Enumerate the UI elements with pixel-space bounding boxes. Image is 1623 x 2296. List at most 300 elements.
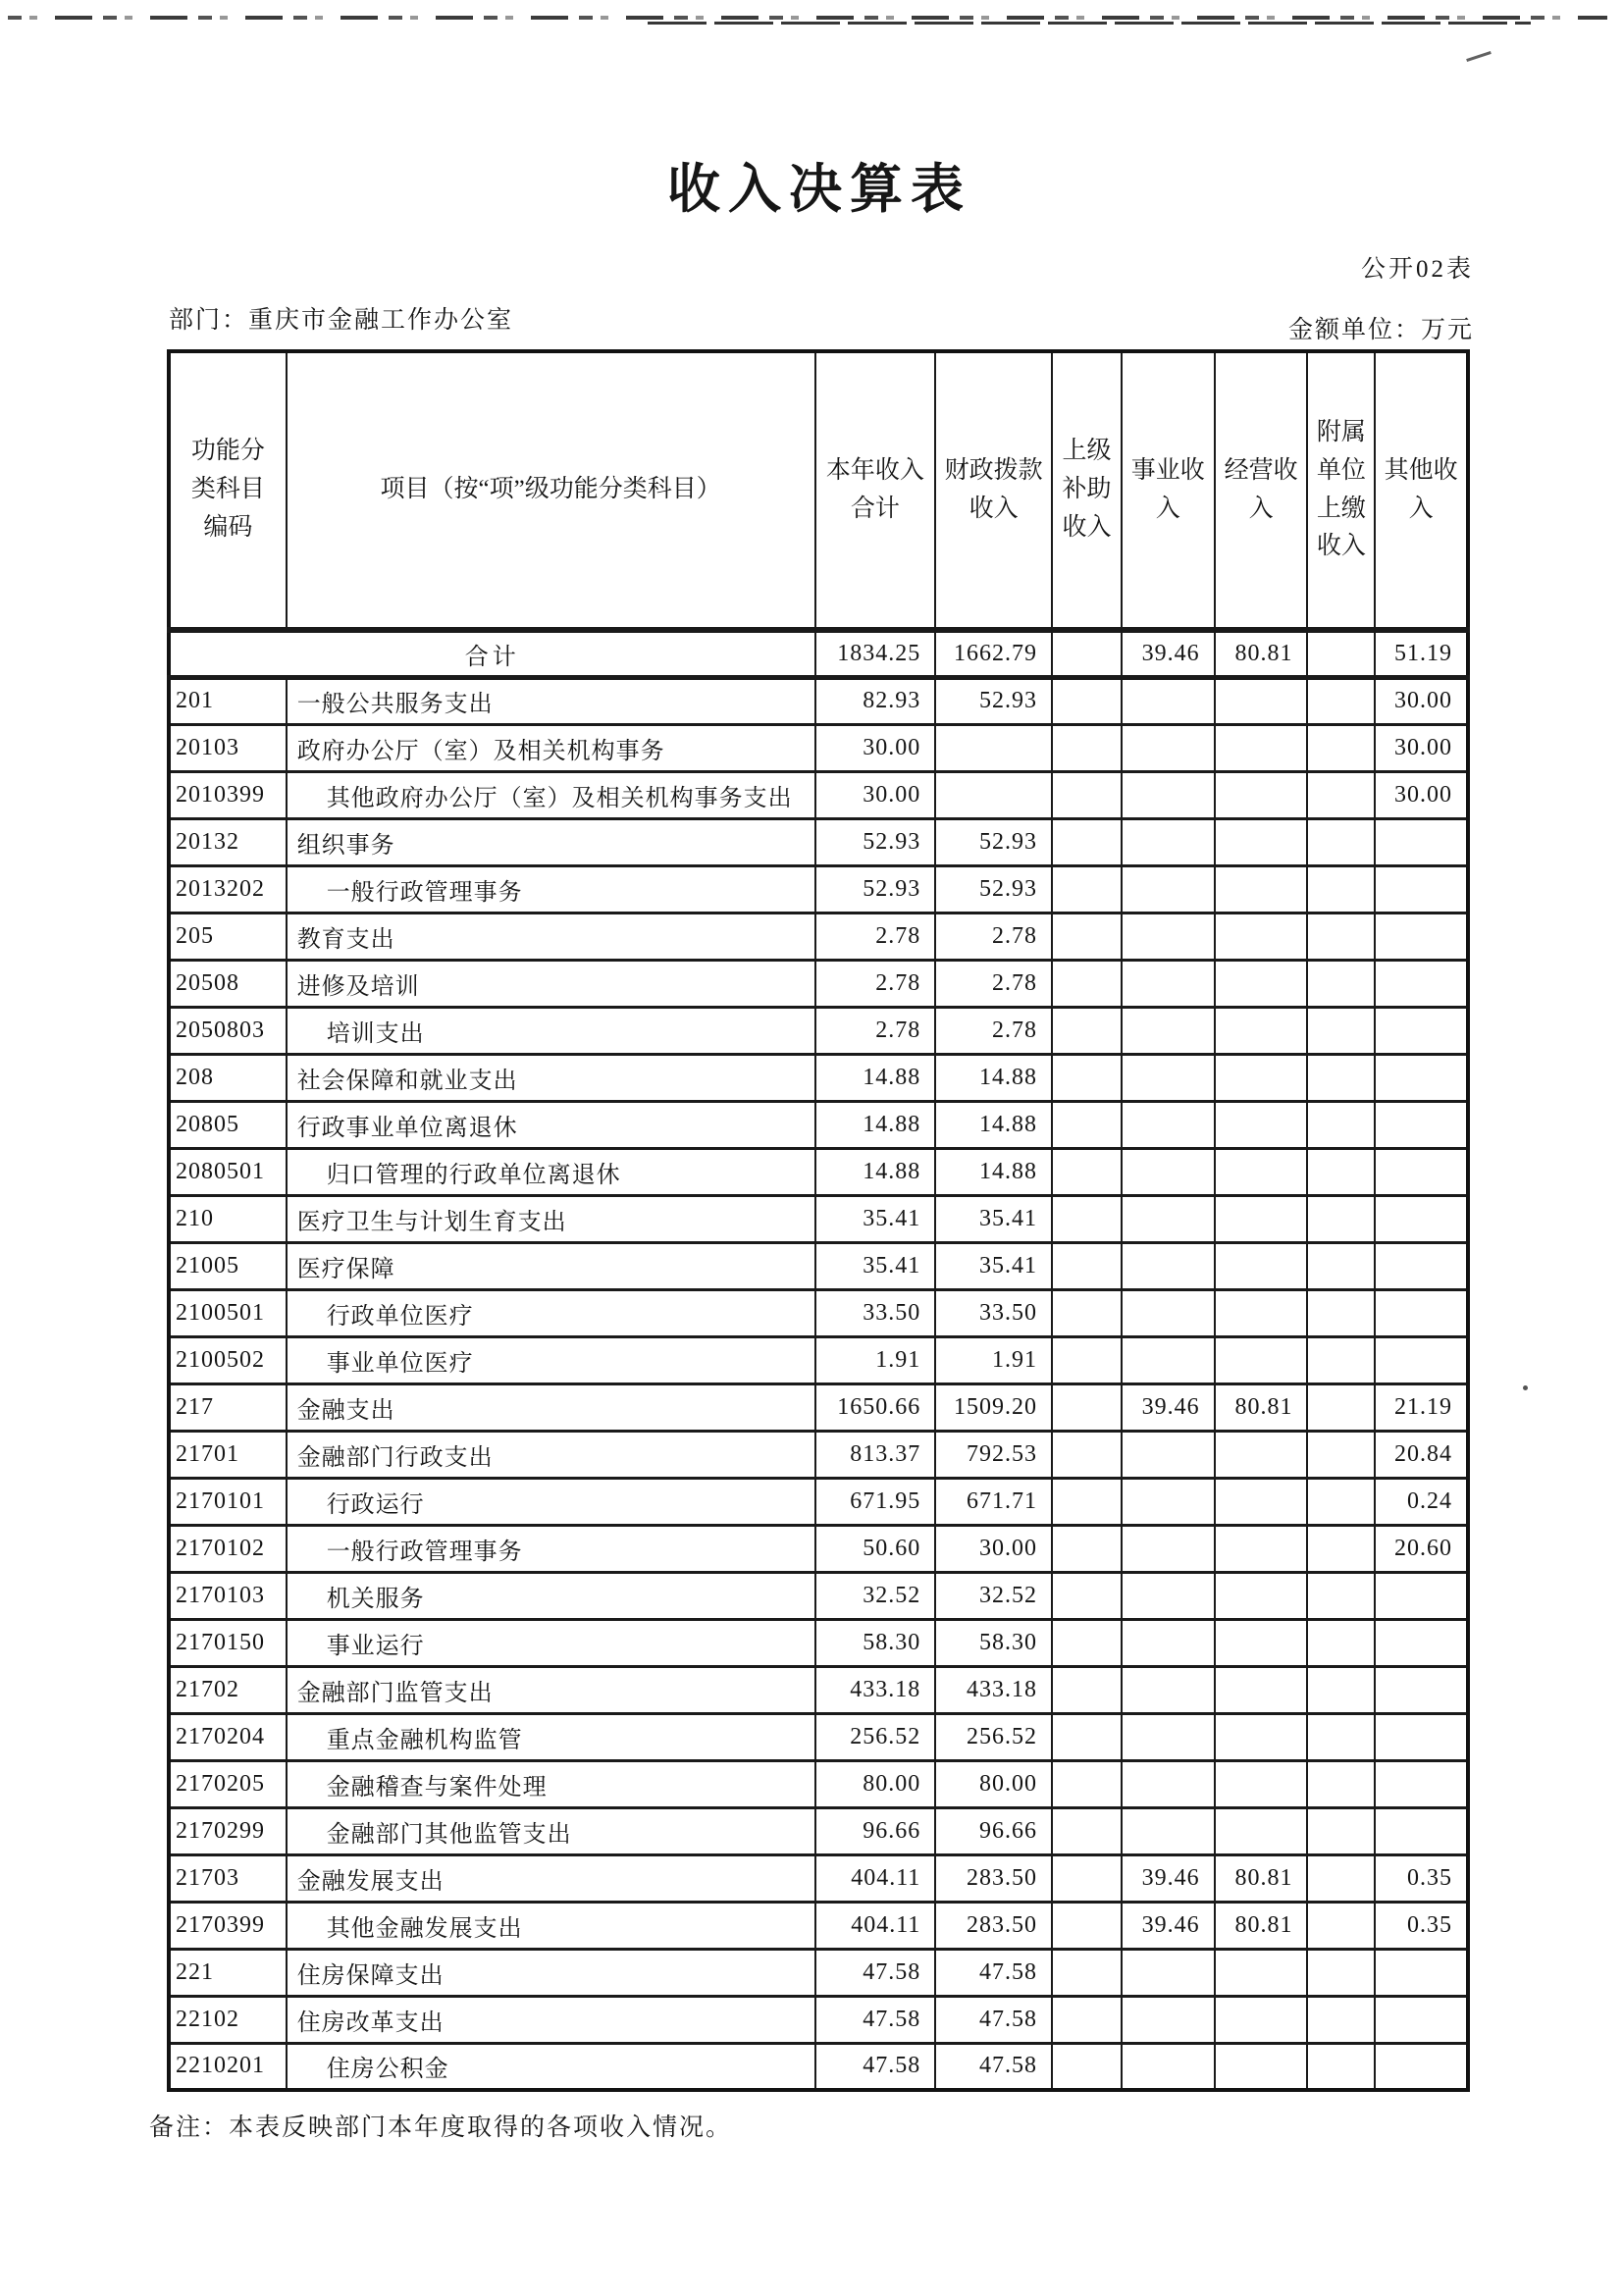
- row-value: [1375, 1760, 1468, 1807]
- row-value: [1375, 1572, 1468, 1619]
- row-value: [1307, 724, 1375, 771]
- row-value: [1122, 865, 1215, 913]
- row-value: 14.88: [935, 1148, 1052, 1195]
- row-item: 组织事务: [287, 818, 815, 865]
- row-value: 14.88: [815, 1148, 936, 1195]
- table-row: [169, 1949, 1468, 1996]
- row-value: 33.50: [815, 1289, 936, 1336]
- row-value: [1215, 1054, 1308, 1101]
- table-row: [169, 2043, 1468, 2090]
- row-code: 2100501: [169, 1289, 287, 1336]
- row-value: [1307, 1807, 1375, 1854]
- table-row: [169, 724, 1468, 771]
- row-value: [1215, 1760, 1308, 1807]
- row-value: 32.52: [815, 1572, 936, 1619]
- row-value: 813.37: [815, 1431, 936, 1478]
- header-function-code: 功能分类科目编码: [169, 351, 287, 630]
- row-value: 82.93: [815, 677, 936, 724]
- row-value: 2.78: [935, 1007, 1052, 1054]
- row-value: [1307, 1336, 1375, 1383]
- row-value: [1052, 1242, 1122, 1289]
- row-item: 事业单位医疗: [287, 1336, 815, 1383]
- row-code: 2170102: [169, 1525, 287, 1572]
- row-value: 14.88: [935, 1054, 1052, 1101]
- row-item: 进修及培训: [287, 960, 815, 1007]
- row-value: [1052, 1713, 1122, 1760]
- row-value: [1122, 1619, 1215, 1666]
- row-value: [1307, 1996, 1375, 2043]
- scan-speck: [1466, 51, 1492, 62]
- header-fiscal-appropriation: 财政拨款收入: [935, 351, 1052, 630]
- row-value: [1122, 913, 1215, 960]
- row-item: 行政运行: [287, 1478, 815, 1525]
- row-value: [1375, 2043, 1468, 2090]
- table-row: [169, 1619, 1468, 1666]
- scan-noise-line: [8, 16, 1607, 20]
- table-row: [169, 1572, 1468, 1619]
- row-code: 2170205: [169, 1760, 287, 1807]
- row-value: 39.46: [1122, 1854, 1215, 1902]
- row-value: 47.58: [935, 2043, 1052, 2090]
- total-value: [1307, 630, 1375, 677]
- row-value: [1307, 1572, 1375, 1619]
- row-value: [1307, 1525, 1375, 1572]
- row-value: 30.00: [935, 1525, 1052, 1572]
- total-value: 1834.25: [815, 630, 936, 677]
- row-value: 39.46: [1122, 1902, 1215, 1949]
- row-value: 0.24: [1375, 1478, 1468, 1525]
- row-value: 404.11: [815, 1902, 936, 1949]
- table-row: [169, 1054, 1468, 1101]
- total-label: 合计: [169, 630, 815, 677]
- row-value: [1215, 1525, 1308, 1572]
- row-value: [1375, 960, 1468, 1007]
- header-other-income: 其他收入: [1375, 351, 1468, 630]
- table-row: [169, 771, 1468, 818]
- row-value: 14.88: [815, 1054, 936, 1101]
- row-value: [1307, 677, 1375, 724]
- table-row: [169, 818, 1468, 865]
- row-code: 2170399: [169, 1902, 287, 1949]
- row-value: [1307, 1854, 1375, 1902]
- row-code: 21703: [169, 1854, 287, 1902]
- row-value: [1215, 913, 1308, 960]
- row-value: 47.58: [815, 1949, 936, 1996]
- row-value: 792.53: [935, 1431, 1052, 1478]
- row-value: 30.00: [815, 724, 936, 771]
- row-value: [1122, 1431, 1215, 1478]
- row-value: 35.41: [935, 1195, 1052, 1242]
- row-value: [1122, 1195, 1215, 1242]
- row-value: [1122, 1572, 1215, 1619]
- row-item: 医疗保障: [287, 1242, 815, 1289]
- row-code: 201: [169, 677, 287, 724]
- table-row: [169, 1431, 1468, 1478]
- row-value: [1375, 1336, 1468, 1383]
- row-value: [1375, 913, 1468, 960]
- row-value: [1307, 1054, 1375, 1101]
- row-item: 一般公共服务支出: [287, 677, 815, 724]
- row-value: [1052, 1054, 1122, 1101]
- row-value: [1375, 1195, 1468, 1242]
- row-value: [1215, 1807, 1308, 1854]
- total-value: 1662.79: [935, 630, 1052, 677]
- row-item: 住房保障支出: [287, 1949, 815, 1996]
- row-item: 教育支出: [287, 913, 815, 960]
- row-value: [1215, 960, 1308, 1007]
- row-value: [1215, 2043, 1308, 2090]
- row-value: [1052, 1383, 1122, 1431]
- row-item: 政府办公厅（室）及相关机构事务: [287, 724, 815, 771]
- row-value: 433.18: [815, 1666, 936, 1713]
- row-item: 其他金融发展支出: [287, 1902, 815, 1949]
- row-value: [1052, 818, 1122, 865]
- row-value: [1122, 1760, 1215, 1807]
- row-item: 金融部门监管支出: [287, 1666, 815, 1713]
- row-value: [1052, 1854, 1122, 1902]
- row-value: [1122, 677, 1215, 724]
- row-value: 47.58: [815, 1996, 936, 2043]
- row-value: [1052, 1431, 1122, 1478]
- row-value: [1052, 1572, 1122, 1619]
- row-value: 1650.66: [815, 1383, 936, 1431]
- row-item: 归口管理的行政单位离退休: [287, 1148, 815, 1195]
- row-value: 35.41: [935, 1242, 1052, 1289]
- row-value: [1307, 1902, 1375, 1949]
- table-row: [169, 1242, 1468, 1289]
- header-total-income: 本年收入合计: [815, 351, 936, 630]
- row-value: [1307, 1148, 1375, 1195]
- header-business-income: 事业收入: [1122, 351, 1215, 630]
- row-item: 培训支出: [287, 1007, 815, 1054]
- table-row: [169, 1383, 1468, 1431]
- row-value: 96.66: [935, 1807, 1052, 1854]
- row-value: 80.00: [815, 1760, 936, 1807]
- row-value: [1215, 865, 1308, 913]
- row-value: [1215, 1996, 1308, 2043]
- row-code: 21701: [169, 1431, 287, 1478]
- row-value: [1307, 1478, 1375, 1525]
- row-value: [1375, 1713, 1468, 1760]
- row-code: 2210201: [169, 2043, 287, 2090]
- row-value: [1375, 1949, 1468, 1996]
- row-value: 35.41: [815, 1242, 936, 1289]
- header-row: [169, 351, 1468, 630]
- row-value: [1375, 1054, 1468, 1101]
- row-value: [935, 724, 1052, 771]
- row-value: 14.88: [815, 1101, 936, 1148]
- table-row: [169, 1760, 1468, 1807]
- total-value: 51.19: [1375, 630, 1468, 677]
- row-value: 2.78: [935, 913, 1052, 960]
- row-value: 80.81: [1215, 1854, 1308, 1902]
- row-value: [1122, 1478, 1215, 1525]
- department-label: 部门：重庆市金融工作办公室: [169, 307, 514, 334]
- row-value: [1052, 1666, 1122, 1713]
- row-value: [1122, 1007, 1215, 1054]
- row-code: 21702: [169, 1666, 287, 1713]
- row-code: 20805: [169, 1101, 287, 1148]
- row-value: [1052, 677, 1122, 724]
- table-row: [169, 1807, 1468, 1854]
- row-item: 住房改革支出: [287, 1996, 815, 2043]
- row-code: 20132: [169, 818, 287, 865]
- row-value: [1052, 865, 1122, 913]
- row-value: [1052, 960, 1122, 1007]
- row-value: 30.00: [1375, 677, 1468, 724]
- total-value: 39.46: [1122, 630, 1215, 677]
- row-value: [1052, 1996, 1122, 2043]
- row-value: 14.88: [935, 1101, 1052, 1148]
- row-value: 47.58: [815, 2043, 936, 2090]
- row-item: 行政事业单位离退休: [287, 1101, 815, 1148]
- row-code: 2050803: [169, 1007, 287, 1054]
- row-value: 20.84: [1375, 1431, 1468, 1478]
- row-value: [1052, 1525, 1122, 1572]
- row-value: [1052, 1760, 1122, 1807]
- row-value: 58.30: [815, 1619, 936, 1666]
- row-value: [1215, 1242, 1308, 1289]
- income-table: [167, 349, 1470, 2092]
- table-row: [169, 1007, 1468, 1054]
- row-value: 47.58: [935, 1996, 1052, 2043]
- row-value: [1375, 1289, 1468, 1336]
- header-item: 项目（按“项”级功能分类科目）: [287, 351, 815, 630]
- row-value: [1215, 1949, 1308, 1996]
- row-code: 2010399: [169, 771, 287, 818]
- row-value: [1307, 865, 1375, 913]
- row-value: [1052, 913, 1122, 960]
- row-value: 30.00: [1375, 771, 1468, 818]
- row-value: 30.00: [1375, 724, 1468, 771]
- row-value: [1052, 1902, 1122, 1949]
- row-value: 39.46: [1122, 1383, 1215, 1431]
- row-code: 2170103: [169, 1572, 287, 1619]
- row-value: [1307, 1289, 1375, 1336]
- table-row: [169, 1478, 1468, 1525]
- row-value: [1122, 1666, 1215, 1713]
- row-value: [1122, 1949, 1215, 1996]
- row-value: 52.93: [815, 818, 936, 865]
- row-code: 2100502: [169, 1336, 287, 1383]
- row-value: 1.91: [935, 1336, 1052, 1383]
- row-value: [1052, 1619, 1122, 1666]
- row-value: [1052, 1336, 1122, 1383]
- row-value: 52.93: [935, 865, 1052, 913]
- row-value: [1375, 1996, 1468, 2043]
- table-row: [169, 1996, 1468, 2043]
- row-value: [1307, 2043, 1375, 2090]
- row-value: [1215, 1713, 1308, 1760]
- row-value: 256.52: [815, 1713, 936, 1760]
- table-row: [169, 913, 1468, 960]
- row-value: [1052, 1007, 1122, 1054]
- row-value: [1122, 2043, 1215, 2090]
- row-value: 1.91: [815, 1336, 936, 1383]
- row-value: [1215, 1572, 1308, 1619]
- total-value: 80.81: [1215, 630, 1308, 677]
- table-row: [169, 1195, 1468, 1242]
- row-value: 2.78: [815, 960, 936, 1007]
- page-title: 收入决算表: [667, 160, 971, 219]
- row-value: [1122, 960, 1215, 1007]
- row-code: 208: [169, 1054, 287, 1101]
- row-value: [1122, 1101, 1215, 1148]
- row-value: [1122, 1996, 1215, 2043]
- table-row: [169, 1713, 1468, 1760]
- total-value: [1052, 630, 1122, 677]
- row-value: [1307, 1949, 1375, 1996]
- row-value: [1307, 1666, 1375, 1713]
- row-value: [1307, 1713, 1375, 1760]
- row-value: [1215, 724, 1308, 771]
- row-value: [1307, 1760, 1375, 1807]
- row-value: [1375, 865, 1468, 913]
- row-item: 医疗卫生与计划生育支出: [287, 1195, 815, 1242]
- row-value: [1307, 960, 1375, 1007]
- row-code: 2170299: [169, 1807, 287, 1854]
- scan-speck: [1523, 1385, 1528, 1390]
- row-value: 433.18: [935, 1666, 1052, 1713]
- row-value: [1215, 1619, 1308, 1666]
- row-value: [1052, 1289, 1122, 1336]
- row-value: [1375, 1807, 1468, 1854]
- row-value: 2.78: [815, 1007, 936, 1054]
- row-code: 2170150: [169, 1619, 287, 1666]
- row-value: [1215, 1478, 1308, 1525]
- row-value: 0.35: [1375, 1854, 1468, 1902]
- row-value: [1122, 818, 1215, 865]
- row-value: 50.60: [815, 1525, 936, 1572]
- table-row: [169, 1289, 1468, 1336]
- row-value: [1307, 1619, 1375, 1666]
- row-code: 20508: [169, 960, 287, 1007]
- row-value: [1307, 771, 1375, 818]
- table-row: [169, 677, 1468, 724]
- row-value: 404.11: [815, 1854, 936, 1902]
- row-value: [1307, 1007, 1375, 1054]
- row-value: 33.50: [935, 1289, 1052, 1336]
- row-code: 210: [169, 1195, 287, 1242]
- row-item: 一般行政管理事务: [287, 1525, 815, 1572]
- row-value: [1375, 1148, 1468, 1195]
- row-value: [1307, 1383, 1375, 1431]
- row-value: 2.78: [815, 913, 936, 960]
- table-row: [169, 1101, 1468, 1148]
- table-row: [169, 1148, 1468, 1195]
- row-value: [1122, 1713, 1215, 1760]
- row-value: 80.00: [935, 1760, 1052, 1807]
- row-value: [1375, 1666, 1468, 1713]
- row-value: 52.93: [815, 865, 936, 913]
- row-code: 2013202: [169, 865, 287, 913]
- row-value: [1375, 1007, 1468, 1054]
- row-value: [1122, 1289, 1215, 1336]
- table-row: [169, 1336, 1468, 1383]
- row-value: 35.41: [815, 1195, 936, 1242]
- row-value: [1307, 913, 1375, 960]
- row-value: 21.19: [1375, 1383, 1468, 1431]
- row-value: [1375, 818, 1468, 865]
- row-value: [1122, 771, 1215, 818]
- row-value: 47.58: [935, 1949, 1052, 1996]
- row-value: [1052, 1949, 1122, 1996]
- row-value: [1122, 1525, 1215, 1572]
- row-value: [1052, 1101, 1122, 1148]
- row-value: [1122, 1336, 1215, 1383]
- amount-unit-label: 金额单位：万元: [1287, 317, 1474, 343]
- table-row: [169, 1902, 1468, 1949]
- row-value: [1215, 1101, 1308, 1148]
- row-value: [1052, 724, 1122, 771]
- row-value: [1215, 1148, 1308, 1195]
- row-value: 283.50: [935, 1854, 1052, 1902]
- row-value: [1122, 1148, 1215, 1195]
- row-value: [1307, 1195, 1375, 1242]
- row-code: 217: [169, 1383, 287, 1431]
- row-value: [1122, 724, 1215, 771]
- row-code: 2080501: [169, 1148, 287, 1195]
- row-value: [1215, 818, 1308, 865]
- row-value: 671.95: [815, 1478, 936, 1525]
- row-item: 其他政府办公厅（室）及相关机构事务支出: [287, 771, 815, 818]
- row-value: [1215, 1289, 1308, 1336]
- row-value: [1307, 1431, 1375, 1478]
- header-superior-subsidy: 上级补助收入: [1052, 351, 1122, 630]
- row-value: 1509.20: [935, 1383, 1052, 1431]
- row-value: 2.78: [935, 960, 1052, 1007]
- row-item: 重点金融机构监管: [287, 1713, 815, 1760]
- row-value: [1052, 2043, 1122, 2090]
- row-value: 256.52: [935, 1713, 1052, 1760]
- row-value: [935, 771, 1052, 818]
- row-value: [1122, 1807, 1215, 1854]
- row-value: [1215, 1666, 1308, 1713]
- row-item: 社会保障和就业支出: [287, 1054, 815, 1101]
- row-value: [1215, 1336, 1308, 1383]
- row-value: [1052, 771, 1122, 818]
- row-value: 283.50: [935, 1902, 1052, 1949]
- row-item: 一般行政管理事务: [287, 865, 815, 913]
- row-value: 671.71: [935, 1478, 1052, 1525]
- row-value: [1122, 1054, 1215, 1101]
- scan-noise-line-right: [648, 22, 1531, 25]
- row-value: 58.30: [935, 1619, 1052, 1666]
- row-code: 205: [169, 913, 287, 960]
- row-item: 金融发展支出: [287, 1854, 815, 1902]
- row-value: [1215, 1431, 1308, 1478]
- row-value: [1215, 1195, 1308, 1242]
- row-value: 80.81: [1215, 1383, 1308, 1431]
- row-code: 21005: [169, 1242, 287, 1289]
- row-item: 金融稽查与案件处理: [287, 1760, 815, 1807]
- row-value: [1052, 1478, 1122, 1525]
- row-item: 行政单位医疗: [287, 1289, 815, 1336]
- row-code: 22102: [169, 1996, 287, 2043]
- row-value: 20.60: [1375, 1525, 1468, 1572]
- row-value: [1052, 1195, 1122, 1242]
- row-value: 96.66: [815, 1807, 936, 1854]
- total-row: [169, 630, 1468, 677]
- row-code: 20103: [169, 724, 287, 771]
- footer-note: 备注：本表反映部门本年度取得的各项收入情况。: [149, 2114, 733, 2141]
- row-value: [1122, 1242, 1215, 1289]
- row-item: 金融支出: [287, 1383, 815, 1431]
- row-value: [1052, 1807, 1122, 1854]
- row-value: 0.35: [1375, 1902, 1468, 1949]
- row-value: [1215, 677, 1308, 724]
- header-operating-income: 经营收入: [1215, 351, 1308, 630]
